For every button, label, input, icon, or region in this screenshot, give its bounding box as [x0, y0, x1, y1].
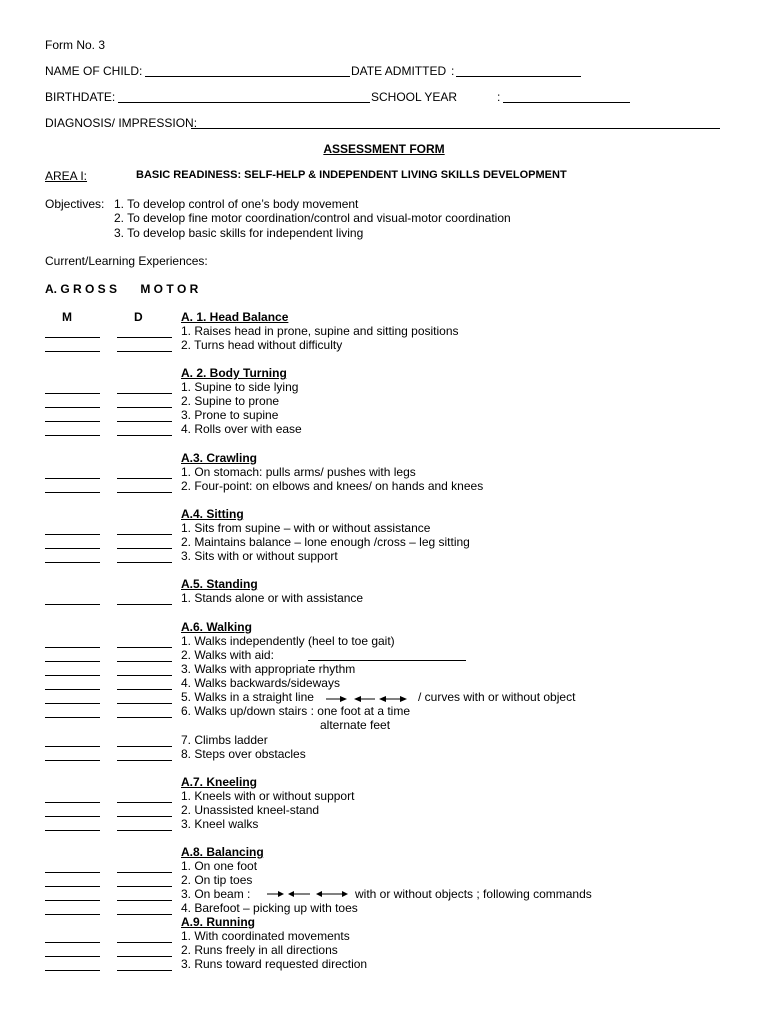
- beam-direction-arrows-icon: [266, 888, 350, 900]
- skill-item: 4. Rolls over with ease: [181, 422, 302, 436]
- d-score-blank[interactable]: [117, 942, 172, 943]
- skill-item: 3. Kneel walks: [181, 817, 259, 831]
- d-score-blank[interactable]: [117, 900, 172, 901]
- objectives-label: Objectives:: [45, 197, 105, 211]
- m-score-blank[interactable]: [45, 942, 100, 943]
- skill-item: 2. Walks with aid:: [181, 648, 274, 662]
- m-score-blank[interactable]: [45, 914, 100, 915]
- d-score-blank[interactable]: [117, 816, 172, 817]
- birthdate-field[interactable]: [118, 102, 370, 103]
- d-score-blank[interactable]: [117, 478, 172, 479]
- section-title: A.8. Balancing: [181, 845, 264, 859]
- section-title: A.6. Walking: [181, 620, 252, 634]
- skill-item: 2. Unassisted kneel-stand: [181, 803, 320, 817]
- d-score-blank[interactable]: [117, 548, 172, 549]
- school-year-field[interactable]: [503, 102, 630, 103]
- m-score-blank[interactable]: [45, 492, 100, 493]
- d-score-blank[interactable]: [117, 393, 172, 394]
- d-score-blank[interactable]: [117, 872, 172, 873]
- skill-item: 1. Supine to side lying: [181, 380, 299, 394]
- skill-item: 3. Prone to supine: [181, 408, 279, 422]
- d-score-blank[interactable]: [117, 914, 172, 915]
- section-title: A.9. Running: [181, 915, 255, 929]
- skill-item: 7. Climbs ladder: [181, 733, 268, 747]
- m-score-blank[interactable]: [45, 830, 100, 831]
- name-of-child-field[interactable]: [145, 76, 350, 77]
- skill-item: 2. Turns head without difficulty: [181, 338, 343, 352]
- skill-item: 6. Walks up/down stairs : one foot at a time: [181, 704, 410, 718]
- skill-item: 1. Sits from supine – with or without assistance: [181, 521, 431, 535]
- date-admitted-colon: :: [451, 64, 455, 78]
- beam-suffix: with or without objects ; following commands: [355, 887, 592, 901]
- diagnosis-field[interactable]: [191, 128, 720, 129]
- skill-item: 2. Runs freely in all directions: [181, 943, 338, 957]
- walks-with-aid-field[interactable]: [308, 660, 466, 661]
- d-score-blank[interactable]: [117, 492, 172, 493]
- m-score-blank[interactable]: [45, 872, 100, 873]
- skill-item: 4. Barefoot – picking up with toes: [181, 901, 358, 915]
- m-score-blank[interactable]: [45, 604, 100, 605]
- birthdate-label: BIRTHDATE:: [45, 90, 116, 104]
- m-score-blank[interactable]: [45, 478, 100, 479]
- skill-item: 3. Walks with appropriate rhythm: [181, 662, 356, 676]
- form-title: ASSESSMENT FORM: [323, 142, 445, 156]
- m-score-blank[interactable]: [45, 393, 100, 394]
- section-title: A. 1. Head Balance: [181, 310, 289, 324]
- form-number: Form No. 3: [45, 38, 106, 52]
- straight-line-suffix: / curves with or without object: [418, 690, 576, 704]
- m-score-blank[interactable]: [45, 970, 100, 971]
- skill-item: 2. On tip toes: [181, 873, 253, 887]
- skill-item: 5. Walks in a straight line: [181, 690, 314, 704]
- section-title: A.5. Standing: [181, 577, 258, 591]
- d-score-blank[interactable]: [117, 886, 172, 887]
- d-score-blank[interactable]: [117, 337, 172, 338]
- m-score-blank[interactable]: [45, 703, 100, 704]
- skill-item: 1. Stands alone or with assistance: [181, 591, 364, 605]
- m-score-blank[interactable]: [45, 886, 100, 887]
- skill-item: 2. Supine to prone: [181, 394, 280, 408]
- m-score-blank[interactable]: [45, 548, 100, 549]
- skill-item: 1. Raises head in prone, supine and sitting positions: [181, 324, 459, 338]
- d-score-blank[interactable]: [117, 407, 172, 408]
- gross-motor-heading: A. G R O S S M O T O R: [45, 282, 199, 296]
- d-score-blank[interactable]: [117, 562, 172, 563]
- d-score-blank[interactable]: [117, 351, 172, 352]
- m-score-blank[interactable]: [45, 675, 100, 676]
- m-score-blank[interactable]: [45, 421, 100, 422]
- skill-item: 2. Four-point: on elbows and knees/ on hands and knees: [181, 479, 484, 493]
- m-score-blank[interactable]: [45, 956, 100, 957]
- date-admitted-field[interactable]: [456, 76, 581, 77]
- section-title: A.3. Crawling: [181, 451, 258, 465]
- m-score-blank[interactable]: [45, 802, 100, 803]
- skill-item: 1. With coordinated movements: [181, 929, 350, 943]
- d-score-blank[interactable]: [117, 746, 172, 747]
- d-score-blank[interactable]: [117, 675, 172, 676]
- skill-item: 1. Kneels with or without support: [181, 789, 355, 803]
- objective-item: 2. To develop fine motor coordination/control and visual-motor coordination: [114, 211, 511, 225]
- school-year-colon: :: [497, 90, 501, 104]
- m-score-blank[interactable]: [45, 534, 100, 535]
- area-label: AREA I:: [45, 169, 88, 183]
- m-score-blank[interactable]: [45, 746, 100, 747]
- d-score-blank[interactable]: [117, 534, 172, 535]
- d-score-blank[interactable]: [117, 604, 172, 605]
- d-score-blank[interactable]: [117, 689, 172, 690]
- column-d-header: D: [134, 310, 143, 324]
- skill-item: 4. Walks backwards/sideways: [181, 676, 340, 690]
- diagnosis-label: DIAGNOSIS/ IMPRESSION:: [45, 116, 198, 130]
- stairs-continuation: alternate feet: [320, 718, 391, 732]
- m-score-blank[interactable]: [45, 816, 100, 817]
- skill-item: 2. Maintains balance – lone enough /cross – leg sitting: [181, 535, 470, 549]
- m-score-blank[interactable]: [45, 760, 100, 761]
- d-score-blank[interactable]: [117, 830, 172, 831]
- d-score-blank[interactable]: [117, 647, 172, 648]
- d-score-blank[interactable]: [117, 421, 172, 422]
- objective-item: 3. To develop basic skills for independent living: [114, 226, 364, 240]
- skill-item: 8. Steps over obstacles: [181, 747, 306, 761]
- section-title: A.7. Kneeling: [181, 775, 258, 789]
- date-admitted-label: DATE ADMITTED: [351, 64, 447, 78]
- d-score-blank[interactable]: [117, 661, 172, 662]
- m-score-blank[interactable]: [45, 689, 100, 690]
- m-score-blank[interactable]: [45, 562, 100, 563]
- m-score-blank[interactable]: [45, 717, 100, 718]
- m-score-blank[interactable]: [45, 661, 100, 662]
- school-year-label: SCHOOL YEAR: [371, 90, 458, 104]
- skill-item: 1. On one foot: [181, 859, 258, 873]
- d-score-blank[interactable]: [117, 970, 172, 971]
- m-score-blank[interactable]: [45, 407, 100, 408]
- d-score-blank[interactable]: [117, 435, 172, 436]
- area-name: BASIC READINESS: SELF-HELP & INDEPENDENT LIVING SKILLS DEVELOPMENT: [136, 169, 567, 181]
- d-score-blank[interactable]: [117, 717, 172, 718]
- skill-item: 1. On stomach: pulls arms/ pushes with legs: [181, 465, 416, 479]
- m-score-blank[interactable]: [45, 435, 100, 436]
- experiences-label: Current/Learning Experiences:: [45, 254, 208, 268]
- m-score-blank[interactable]: [45, 647, 100, 648]
- d-score-blank[interactable]: [117, 703, 172, 704]
- skill-item: 1. Walks independently (heel to toe gait): [181, 634, 395, 648]
- name-of-child-label: NAME OF CHILD:: [45, 64, 143, 78]
- m-score-blank[interactable]: [45, 337, 100, 338]
- objective-item: 1. To develop control of one’s body movement: [114, 197, 359, 211]
- d-score-blank[interactable]: [117, 956, 172, 957]
- d-score-blank[interactable]: [117, 760, 172, 761]
- section-title: A. 2. Body Turning: [181, 366, 287, 380]
- skill-item: 3. Sits with or without support: [181, 549, 338, 563]
- d-score-blank[interactable]: [117, 802, 172, 803]
- skill-item: 3. On beam :: [181, 887, 251, 901]
- m-score-blank[interactable]: [45, 351, 100, 352]
- m-score-blank[interactable]: [45, 900, 100, 901]
- section-title: A.4. Sitting: [181, 507, 244, 521]
- skill-item: 3. Runs toward requested direction: [181, 957, 368, 971]
- column-m-header: M: [62, 310, 72, 324]
